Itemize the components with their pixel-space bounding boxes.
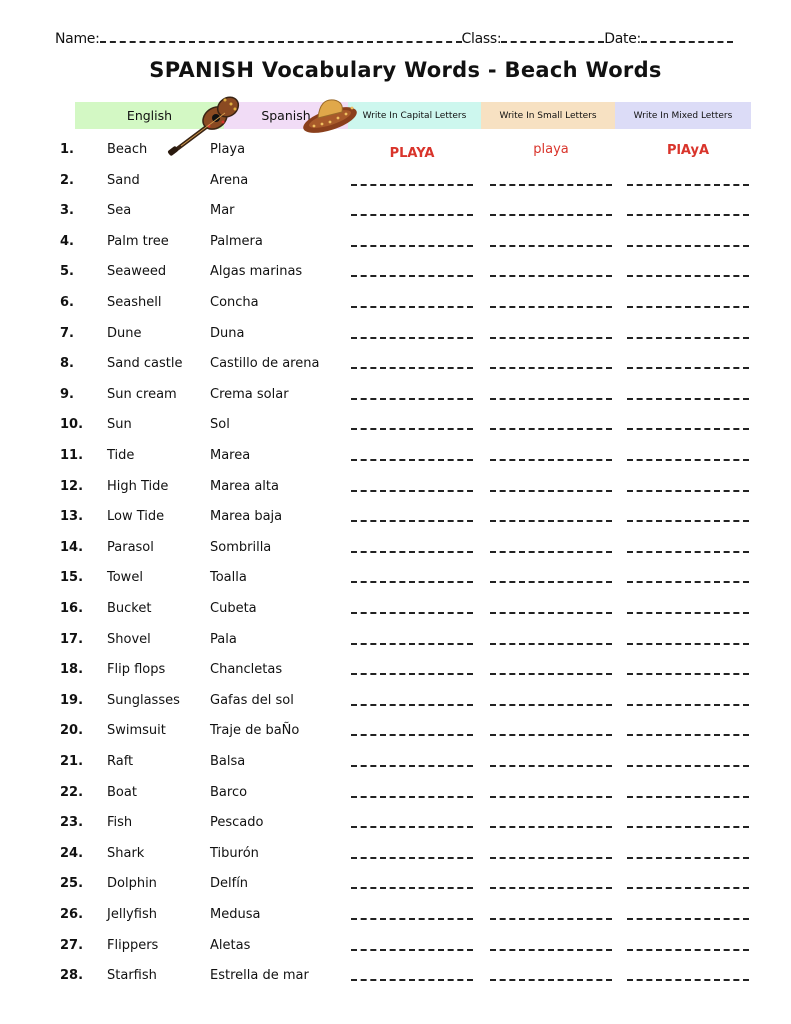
spanish-word: Arena — [210, 172, 249, 188]
english-word: Palm tree — [107, 233, 169, 249]
example-mixed: PlAyA — [666, 143, 710, 158]
row-number: 24. — [60, 845, 84, 861]
row-number: 21. — [60, 754, 84, 769]
row-number: 14. — [60, 539, 84, 555]
row-number: 7. — [60, 325, 74, 341]
capital-letters-blank[interactable] — [351, 765, 473, 767]
vocabulary-row — [0, 509, 791, 529]
small-letters-blank[interactable] — [490, 398, 612, 400]
row-number: 3. — [60, 203, 74, 219]
spanish-word: Estrella de mar — [210, 968, 309, 984]
mixed-letters-blank[interactable] — [627, 857, 749, 859]
capital-letters-blank[interactable] — [351, 184, 473, 186]
row-number: 13. — [60, 509, 84, 525]
date-label: Date: — [604, 31, 641, 47]
small-letters-blank[interactable] — [490, 459, 612, 461]
capital-letters-blank[interactable] — [351, 551, 473, 553]
vocabulary-row — [0, 754, 791, 774]
row-number: 11. — [60, 448, 84, 463]
english-word: Sun — [107, 417, 132, 433]
mixed-letters-blank[interactable] — [627, 979, 749, 981]
vocabulary-row — [0, 815, 791, 835]
row-number: 28. — [60, 968, 84, 984]
mixed-letters-blank[interactable] — [627, 398, 749, 400]
row-number: 25. — [60, 876, 84, 892]
row-number: 22. — [60, 784, 84, 800]
row-number: 17. — [60, 631, 84, 647]
row-number: 6. — [60, 295, 74, 310]
mixed-letters-blank[interactable] — [627, 520, 749, 522]
small-letters-blank[interactable] — [490, 887, 612, 889]
vocabulary-row — [0, 662, 791, 682]
spanish-word: Toalla — [210, 570, 247, 586]
capital-letters-blank[interactable] — [351, 459, 473, 461]
vocabulary-row — [0, 601, 791, 621]
small-letters-blank[interactable] — [490, 734, 612, 736]
vocabulary-row — [0, 907, 791, 927]
capital-letters-blank[interactable] — [351, 275, 473, 277]
column-header-label: Write In Capital Letters — [362, 110, 467, 121]
student-info-line — [55, 31, 750, 51]
capital-letters-blank[interactable] — [351, 428, 473, 430]
spanish-word: Tiburón — [210, 845, 259, 861]
name-field[interactable] — [100, 31, 462, 43]
class-field[interactable] — [501, 31, 604, 43]
row-number: 20. — [60, 723, 84, 739]
english-word: Low Tide — [107, 509, 165, 525]
english-word: Flippers — [107, 937, 159, 953]
column-header-mixed — [615, 102, 751, 129]
vocabulary-row — [0, 540, 791, 560]
capital-letters-blank[interactable] — [351, 337, 473, 339]
mixed-letters-blank[interactable] — [627, 765, 749, 767]
english-word: Tide — [107, 448, 135, 463]
english-word: Seashell — [107, 295, 162, 310]
vocabulary-row — [0, 417, 791, 437]
small-letters-blank[interactable] — [490, 551, 612, 553]
vocabulary-row — [0, 846, 791, 866]
spanish-word: Sombrilla — [210, 539, 272, 555]
spanish-word: Pescado — [210, 815, 264, 831]
row-number: 15. — [60, 570, 84, 586]
small-letters-blank[interactable] — [490, 857, 612, 859]
mixed-letters-blank[interactable] — [627, 704, 749, 706]
mixed-letters-blank[interactable] — [627, 275, 749, 277]
row-number: 27. — [60, 937, 84, 953]
small-letters-blank[interactable] — [490, 918, 612, 920]
capital-letters-blank[interactable] — [351, 949, 473, 951]
capital-letters-blank[interactable] — [351, 612, 473, 614]
english-word: High Tide — [107, 478, 169, 494]
spanish-word: Barco — [210, 784, 248, 800]
capital-letters-blank[interactable] — [351, 367, 473, 369]
small-letters-blank[interactable] — [490, 673, 612, 675]
vocabulary-row — [0, 356, 791, 376]
name-label: Name: — [55, 31, 100, 47]
vocabulary-row — [0, 448, 791, 468]
capital-letters-blank[interactable] — [351, 581, 473, 583]
row-number: 9. — [60, 386, 74, 402]
spanish-word: Marea — [210, 448, 251, 463]
capital-letters-blank[interactable] — [351, 796, 473, 798]
vocabulary-row — [0, 387, 791, 407]
capital-letters-blank[interactable] — [351, 306, 473, 308]
spanish-word: Concha — [210, 295, 259, 310]
small-letters-blank[interactable] — [490, 275, 612, 277]
small-letters-blank[interactable] — [490, 428, 612, 430]
mixed-letters-blank[interactable] — [627, 367, 749, 369]
english-word: Towel — [107, 570, 143, 586]
english-word: Parasol — [107, 539, 154, 555]
small-letters-blank[interactable] — [490, 765, 612, 767]
small-letters-blank[interactable] — [490, 826, 612, 828]
english-word: Dune — [107, 325, 142, 341]
english-word: Seaweed — [107, 264, 167, 280]
page-title: SPANISH Vocabulary Words - Beach Words — [149, 58, 662, 82]
mixed-letters-blank[interactable] — [627, 887, 749, 889]
row-number: 5. — [60, 264, 74, 280]
mixed-letters-blank[interactable] — [627, 734, 749, 736]
row-number: 4. — [60, 233, 74, 249]
english-word: Flip flops — [107, 662, 166, 678]
mixed-letters-blank[interactable] — [627, 306, 749, 308]
spanish-word: Aletas — [210, 937, 251, 953]
small-letters-blank[interactable] — [490, 306, 612, 308]
english-word: Sand castle — [107, 356, 183, 372]
spanish-word: Delfín — [210, 876, 249, 892]
mixed-letters-blank[interactable] — [627, 459, 749, 461]
mixed-letters-blank[interactable] — [627, 918, 749, 920]
english-word: Sun cream — [107, 386, 177, 402]
spanish-word: Marea alta — [210, 478, 279, 494]
mixed-letters-blank[interactable] — [627, 949, 749, 951]
example-small: playa — [533, 142, 569, 157]
vocabulary-row — [0, 723, 791, 743]
capital-letters-blank[interactable] — [351, 520, 473, 522]
vocabulary-row — [0, 326, 791, 346]
capital-letters-blank[interactable] — [351, 887, 473, 889]
spanish-word: Traje de baÑo — [210, 723, 300, 739]
spanish-word: Castillo de arena — [210, 356, 320, 372]
english-word: Shovel — [107, 631, 151, 647]
class-label: Class: — [461, 31, 502, 47]
row-number: 1. — [60, 142, 74, 157]
capital-letters-blank[interactable] — [351, 673, 473, 675]
english-word: Dolphin — [107, 876, 157, 892]
vocabulary-row — [0, 693, 791, 713]
example-capital: PLAYA — [389, 146, 435, 161]
capital-letters-blank[interactable] — [351, 979, 473, 981]
vocabulary-row — [0, 570, 791, 590]
row-number: 10. — [60, 417, 84, 433]
mixed-letters-blank[interactable] — [627, 428, 749, 430]
spanish-word: Sol — [210, 417, 230, 433]
spanish-word: Duna — [210, 325, 245, 341]
mixed-letters-blank[interactable] — [627, 643, 749, 645]
english-word: Swimsuit — [107, 723, 166, 739]
english-word: Sand — [107, 172, 140, 188]
spanish-word: Balsa — [210, 754, 246, 769]
vocabulary-row — [0, 142, 791, 162]
english-word: Boat — [107, 784, 137, 800]
vocabulary-row — [0, 938, 791, 958]
small-letters-blank[interactable] — [490, 184, 612, 186]
capital-letters-blank[interactable] — [351, 704, 473, 706]
mixed-letters-blank[interactable] — [627, 796, 749, 798]
english-word: Bucket — [107, 601, 152, 616]
english-word: Fish — [107, 815, 133, 831]
mixed-letters-blank[interactable] — [627, 184, 749, 186]
capital-letters-blank[interactable] — [351, 643, 473, 645]
small-letters-blank[interactable] — [490, 214, 612, 216]
english-word: Jellyfish — [107, 907, 157, 922]
capital-letters-blank[interactable] — [351, 918, 473, 920]
vocabulary-row — [0, 479, 791, 499]
column-header-label: Write In Small Letters — [499, 110, 597, 121]
row-number: 18. — [60, 662, 84, 678]
date-field[interactable] — [641, 31, 733, 43]
mixed-letters-blank[interactable] — [627, 490, 749, 492]
spanish-word: Marea baja — [210, 509, 283, 525]
small-letters-blank[interactable] — [490, 245, 612, 247]
column-header-label: English — [126, 108, 173, 123]
mixed-letters-blank[interactable] — [627, 551, 749, 553]
capital-letters-blank[interactable] — [351, 398, 473, 400]
capital-letters-blank[interactable] — [351, 826, 473, 828]
column-header-label: Write In Mixed Letters — [633, 110, 733, 121]
spanish-word: Mar — [210, 203, 235, 219]
spanish-word: Crema solar — [210, 386, 289, 402]
vocabulary-row — [0, 295, 791, 315]
mixed-letters-blank[interactable] — [627, 826, 749, 828]
english-word: Starfish — [107, 968, 157, 984]
mixed-letters-blank[interactable] — [627, 337, 749, 339]
english-word: Raft — [107, 754, 134, 769]
spanish-word: Gafas del sol — [210, 692, 294, 708]
spanish-word: Algas marinas — [210, 264, 303, 280]
column-header-label: Spanish — [261, 108, 311, 123]
spanish-word: Medusa — [210, 907, 261, 922]
small-letters-blank[interactable] — [490, 704, 612, 706]
small-letters-blank[interactable] — [490, 979, 612, 981]
english-word: Sea — [107, 203, 132, 219]
capital-letters-blank[interactable] — [351, 245, 473, 247]
small-letters-blank[interactable] — [490, 643, 612, 645]
row-number: 2. — [60, 172, 74, 188]
small-letters-blank[interactable] — [490, 367, 612, 369]
row-number: 26. — [60, 907, 84, 922]
vocabulary-row — [0, 968, 791, 988]
mixed-letters-blank[interactable] — [627, 245, 749, 247]
row-number: 8. — [60, 356, 74, 372]
spanish-word: Palmera — [210, 233, 263, 249]
small-letters-blank[interactable] — [490, 490, 612, 492]
capital-letters-blank[interactable] — [351, 857, 473, 859]
small-letters-blank[interactable] — [490, 949, 612, 951]
row-number: 12. — [60, 478, 84, 494]
row-number: 16. — [60, 601, 84, 616]
capital-letters-blank[interactable] — [351, 490, 473, 492]
mixed-letters-blank[interactable] — [627, 581, 749, 583]
spanish-word: Chancletas — [210, 662, 283, 678]
english-word: Shark — [107, 845, 145, 861]
vocabulary-row — [0, 785, 791, 805]
small-letters-blank[interactable] — [490, 581, 612, 583]
column-header-capital — [348, 102, 481, 129]
mixed-letters-blank[interactable] — [627, 673, 749, 675]
english-word: Sunglasses — [107, 692, 180, 708]
column-header-small — [481, 102, 615, 129]
vocabulary-row — [0, 876, 791, 896]
row-number: 19. — [60, 692, 84, 708]
row-number: 23. — [60, 815, 84, 831]
spanish-word: Cubeta — [210, 601, 257, 616]
english-word: Beach — [107, 142, 148, 157]
sombrero-icon — [300, 92, 362, 136]
spanish-word: Pala — [210, 631, 237, 647]
small-letters-blank[interactable] — [490, 520, 612, 522]
vocabulary-row — [0, 203, 791, 223]
vocabulary-row — [0, 632, 791, 652]
capital-letters-blank[interactable] — [351, 214, 473, 216]
small-letters-blank[interactable] — [490, 796, 612, 798]
mixed-letters-blank[interactable] — [627, 612, 749, 614]
vocabulary-row — [0, 173, 791, 193]
mixed-letters-blank[interactable] — [627, 214, 749, 216]
vocabulary-row — [0, 264, 791, 284]
spanish-word: Playa — [210, 142, 246, 157]
small-letters-blank[interactable] — [490, 612, 612, 614]
small-letters-blank[interactable] — [490, 337, 612, 339]
vocabulary-row — [0, 234, 791, 254]
capital-letters-blank[interactable] — [351, 734, 473, 736]
